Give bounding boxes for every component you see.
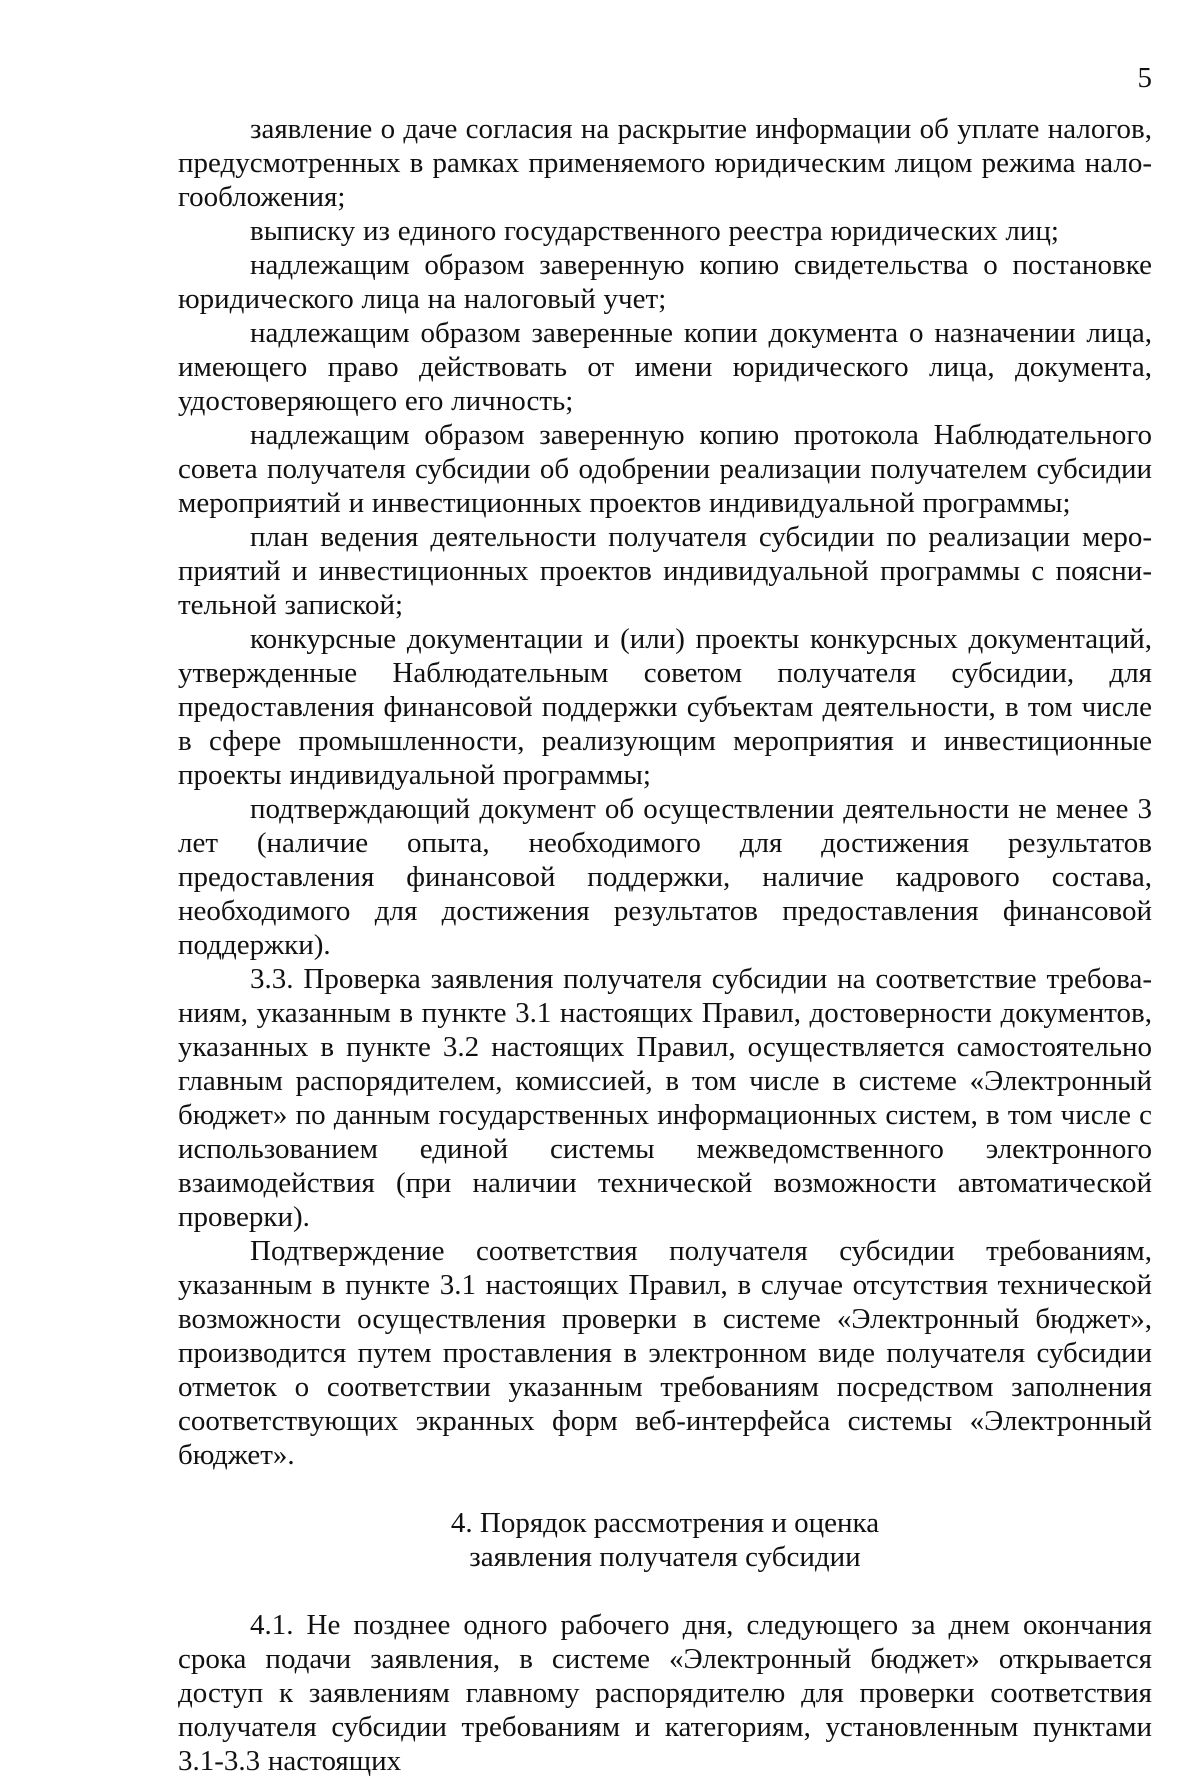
page-number: 5 [1137, 62, 1152, 94]
section-heading-line: заявления получателя субсидии [469, 1541, 861, 1573]
paragraph: конкурсные документации и (или) проекты конкурсных документаций, утвержденные Наблюдательным советом получателя субсидии, для предоставления финансовой поддержки субъектам деятельности, в том числе в сфере промышленности, реализующим мероприятия и инвестиционные проекты индивидуальной программы; [178, 623, 1152, 791]
paragraph: надлежащим образом заверенные копии документа о назначении лица, имеющего право действовать от имени юридического лица, документа, удостоверяющего его личность; [178, 317, 1152, 417]
paragraph: заявление о даче согласия на раскрытие информации об уплате налогов, предусмотренных в рамках применяемого юридическим лицом режима налогообложения; [178, 113, 1152, 213]
paragraph: надлежащим образом заверенную копию протокола Наблюдательного совета получателя субсидии об одобрении реализации получателем субсидии мероприятий и инвестиционных проектов индивидуальной программы; [178, 419, 1152, 519]
paragraph: Подтверждение соответствия получателя субсидии требованиям, указанным в пункте 3.1 настоящих Правил, в случае отсутствия технической возможности осуществления проверки в системе «Электронный бюджет», производится путем проставления в электронном виде получателя субсидии отметок о соответствии указанным требованиям посредством заполнения соответствующих экранных форм веб-интерфейса системы «Электронный бюджет». [178, 1235, 1152, 1471]
section-heading [178, 1506, 1152, 1574]
paragraph: план ведения деятельности получателя субсидии по реализации мероприятий и инвестиционных проектов индивидуальной программы с пояснительной запиской; [178, 521, 1152, 621]
document-body [178, 112, 1152, 1778]
paragraph: выписку из единого государственного реестра юридических лиц; [250, 215, 1059, 247]
paragraph: 3.3. Проверка заявления получателя субсидии на соответствие требованиям, указанным в пункте 3.1 настоящих Правил, достоверности документов, указанных в пункте 3.2 настоящих Правил, осуществляется самостоятельно главным распорядителем, комиссией, в том числе в системе «Электронный бюджет» по данным государственных информационных систем, в том числе с использованием единой системы межведомственного электронного взаимодействия (при наличии технической возможности автоматической проверки). [178, 963, 1152, 1233]
document-page [178, 62, 1152, 1777]
section-heading-line: 4. Порядок рассмотрения и оценка [450, 1507, 880, 1539]
paragraph: 4.1. Не позднее одного рабочего дня, следующего за днем окончания срока подачи заявления, в системе «Электронный бюджет» открывается доступ к заявлениям главному распорядителю для проверки соответствия получателя субсидии требованиям и категориям, установленным пунктами 3.1-3.3 настоящих [178, 1609, 1152, 1777]
paragraph: подтверждающий документ об осуществлении деятельности не менее 3 лет (наличие опыта, необходимого для достижения результатов предоставления финансовой поддержки, наличие кадрового состава, необходимого для достижения результатов предоставления финансовой поддержки). [178, 793, 1152, 961]
paragraph: надлежащим образом заверенную копию свидетельства о постановке юридического лица на налоговый учет; [178, 249, 1152, 315]
